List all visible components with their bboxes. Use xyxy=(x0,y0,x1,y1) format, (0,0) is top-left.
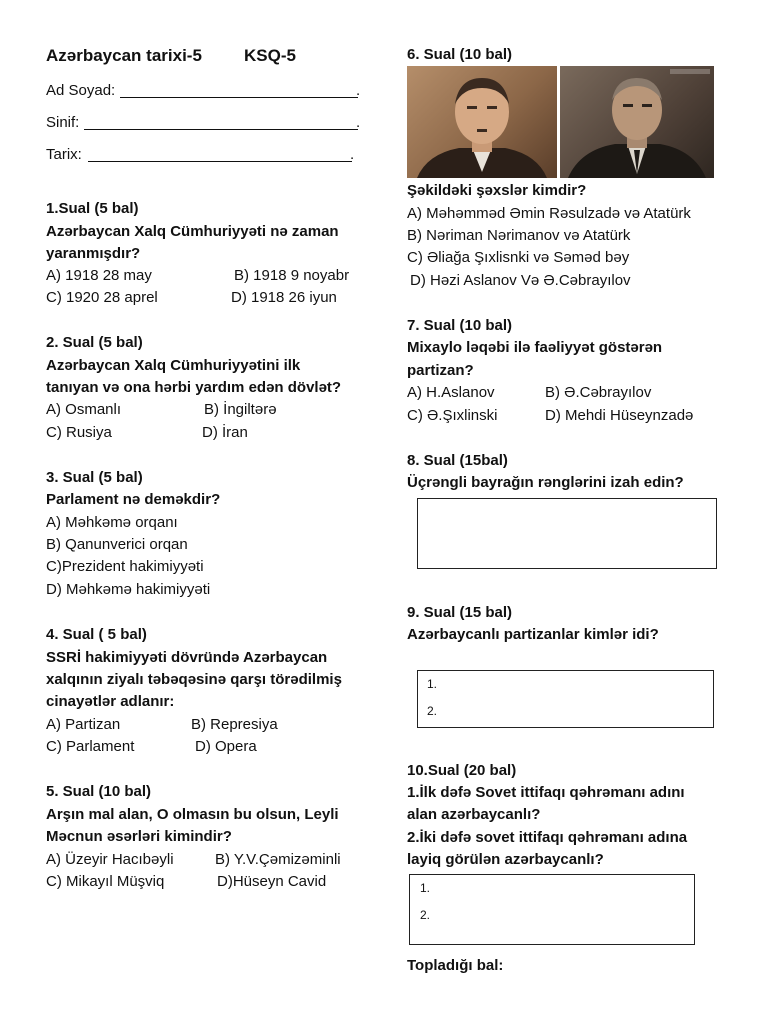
class-end: . xyxy=(356,114,361,131)
date-end: . xyxy=(350,146,355,163)
q7-option-a: A) H.Aslanov xyxy=(407,384,495,401)
portrait-right-icon xyxy=(560,66,714,178)
q1-option-a: A) 1918 28 may xyxy=(46,267,152,284)
class-label: Sinif: xyxy=(46,114,80,131)
q5-option-a: A) Üzeyir Hacıbəyli xyxy=(46,851,174,868)
q6-heading: 6. Sual (10 bal) xyxy=(407,46,513,63)
q7-heading: 7. Sual (10 bal) xyxy=(407,317,513,334)
date-line[interactable] xyxy=(88,161,352,162)
q5-option-b: B) Y.V.Çəmizəminli xyxy=(215,851,341,868)
q3-option-a: A) Məhkəmə orqanı xyxy=(46,514,178,531)
q3-option-d: D) Məhkəmə hakimiyyəti xyxy=(46,581,211,598)
q8-heading: 8. Sual (15bal) xyxy=(407,452,508,469)
q9-answer-box[interactable] xyxy=(417,670,714,728)
q4-option-d: D) Opera xyxy=(195,738,257,755)
q5-heading: 5. Sual (10 bal) xyxy=(46,783,152,800)
q4-text: xalqının ziyalı təbəqəsinə qarşı törədilmiş xyxy=(46,671,342,688)
q6-option-b: B) Nəriman Nərimanov və Atatürk xyxy=(407,227,631,244)
q4-option-b: B) Represiya xyxy=(191,716,278,733)
q5-option-c: C) Mikayıl Müşviq xyxy=(46,873,165,890)
q4-heading: 4. Sual ( 5 bal) xyxy=(46,626,147,643)
q10-answer-number: 2. xyxy=(420,908,431,922)
class-line[interactable] xyxy=(84,129,358,130)
q7-text: partizan? xyxy=(407,362,474,379)
portrait-left-icon xyxy=(407,66,557,178)
page-title: Azərbaycan tarixi-5 xyxy=(46,46,202,65)
portrait-photo-left xyxy=(407,66,557,178)
q7-option-c: C) Ə.Şıxlinski xyxy=(407,407,498,424)
q8-answer-box[interactable] xyxy=(417,498,717,569)
q6-question: Şəkildəki şəxslər kimdir? xyxy=(407,182,587,199)
q9-answer-number: 2. xyxy=(427,704,438,718)
q10-answer-number: 1. xyxy=(420,881,431,895)
q5-text: Arşın mal alan, O olmasın bu olsun, Leyli xyxy=(46,806,339,823)
q4-text: cinayətlər adlanır: xyxy=(46,693,175,710)
q7-text: Mixaylo ləqəbi ilə faəliyyət göstərən xyxy=(407,339,663,356)
q9-heading: 9. Sual (15 bal) xyxy=(407,604,513,621)
q3-heading: 3. Sual (5 bal) xyxy=(46,469,143,486)
q2-text: Azərbaycan Xalq Cümhuriyyətini ilk xyxy=(46,357,301,374)
q2-text: tanıyan və ona hərbi yardım edən dövlət? xyxy=(46,379,342,396)
q10-text: layiq görülən azərbaycanlı? xyxy=(407,851,604,868)
q6-option-d: D) Həzi Aslanov Və Ə.Cəbrayılov xyxy=(410,272,631,289)
q10-text: alan azərbaycanlı? xyxy=(407,806,541,823)
q10-heading: 10.Sual (20 bal) xyxy=(407,762,517,779)
date-label: Tarix: xyxy=(46,146,82,163)
q2-option-b: B) İngiltərə xyxy=(204,401,277,418)
q10-answer-box[interactable] xyxy=(409,874,695,945)
q2-option-c: C) Rusiya xyxy=(46,424,112,441)
q7-option-b: B) Ə.Cəbrayılov xyxy=(545,384,652,401)
q2-option-d: D) İran xyxy=(202,424,248,441)
q3-option-b: B) Qanunverici orqan xyxy=(46,536,188,553)
q10-text: 2.İki dəfə sovet ittifaqı qəhrəmanı adına xyxy=(407,829,688,846)
q1-text: Azərbaycan Xalq Cümhuriyyəti nə zaman xyxy=(46,223,339,240)
q1-option-c: C) 1920 28 aprel xyxy=(46,289,158,306)
total-score-label: Topladığı bal: xyxy=(407,957,504,974)
test-code: KSQ-5 xyxy=(244,46,296,65)
name-line[interactable] xyxy=(120,97,358,98)
q9-text: Azərbaycanlı partizanlar kimlər idi? xyxy=(407,626,659,643)
q3-option-c: C)Prezident hakimiyyəti xyxy=(46,558,204,575)
name-label: Ad Soyad: xyxy=(46,82,116,99)
q7-option-d: D) Mehdi Hüseynzadə xyxy=(545,407,694,424)
q1-heading: 1.Sual (5 bal) xyxy=(46,200,139,217)
q2-option-a: A) Osmanlı xyxy=(46,401,122,418)
q3-text: Parlament nə deməkdir? xyxy=(46,491,221,508)
q6-option-a: A) Məhəmməd Əmin Rəsulzadə və Atatürk xyxy=(407,205,691,222)
q5-text: Məcnun əsərləri kimindir? xyxy=(46,828,232,845)
q8-text: Üçrəngli bayrağın rənglərini izah edin? xyxy=(407,474,684,491)
q10-text: 1.İlk dəfə Sovet ittifaqı qəhrəmanı adını xyxy=(407,784,685,801)
q2-heading: 2. Sual (5 bal) xyxy=(46,334,143,351)
q5-option-d: D)Hüseyn Cavid xyxy=(217,873,327,890)
q6-option-c: C) Əliağa Şıxlisnki və Səməd bəy xyxy=(407,249,630,266)
q1-text: yaranmışdır? xyxy=(46,245,141,262)
portrait-photo-right xyxy=(560,66,714,178)
q4-option-c: C) Parlament xyxy=(46,738,135,755)
q1-option-d: D) 1918 26 iyun xyxy=(231,289,337,306)
q4-text: SSRİ hakimiyyəti dövründə Azərbaycan xyxy=(46,649,328,666)
q4-option-a: A) Partizan xyxy=(46,716,121,733)
q1-option-b: B) 1918 9 noyabr xyxy=(234,267,350,284)
q9-answer-number: 1. xyxy=(427,677,438,691)
name-end: . xyxy=(356,82,361,99)
